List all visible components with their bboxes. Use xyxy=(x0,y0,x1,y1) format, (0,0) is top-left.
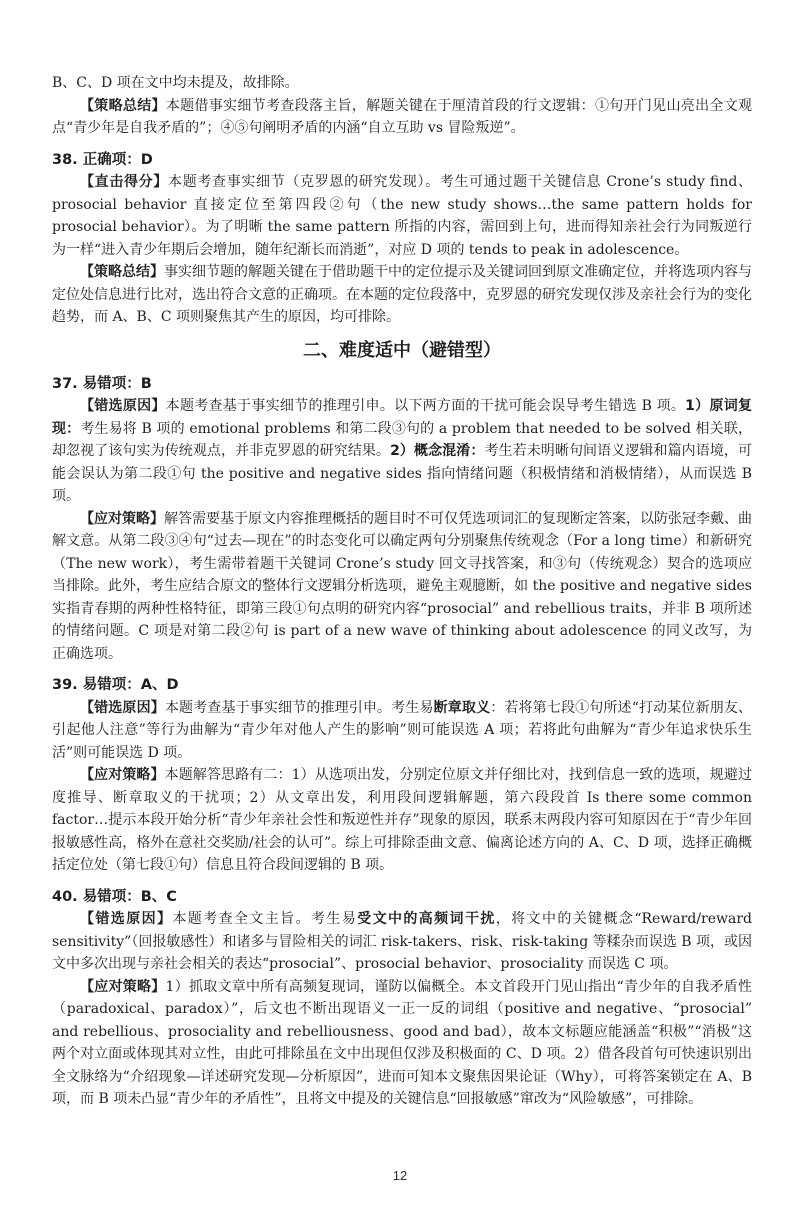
question-38-heading: 38. 正确项：D xyxy=(52,151,153,168)
section-title: 二、难度适中（避错型） xyxy=(303,339,501,361)
label-direct-score: 【直击得分】 xyxy=(80,174,169,190)
q39-strategy-text: 本题解答思路有二：1）从选项出发，分别定位原文并仔细比对，找到信息一致的选项，规避过度推导、断章取义的干扰项；2）从文章出发，利用段间逻辑解题，第六段段首 Is there some common factor…提示本段开始分析“青少年亲社会性和叛逆性并存”现象的原因，联系末两段内容可知原因在于“青少年回报敏感性高，格外在意社交奖励/社会的认可”。综上可排除歪曲文意、偏离论述方向的 A、C、D 项，选择正确概括定位处（第七段①句）信息且符合段间逻辑的 B 项。 xyxy=(52,767,753,873)
q37-strategy-text: 解答需要基于原文内容推理概括的题目时不可仅凭选项词汇的复现断定答案，以防张冠李戴、曲解文意。从第二段③④句“过去—现在”的时态变化可以确定两句分别聚焦传统观念（For a long time）和新研究（The new work），考生需带着题干关键词 Crone’s study 回文寻找答案，和③句（传统观念）契合的选项应当排除。此外，考生应结合原文的整体行文逻辑分析选项，避免主观臆断，如 the positive and negative sides 实指青春期的两种性格特征，即第三段①句点明的研究内容“prosocial” and rebellious traits，并非 B 项所述的情绪问题。C 项是对第二段②句 is part of a new wave of thinking about adolescence 的同义改写，为正确选项。 xyxy=(52,510,752,662)
q38-direct-score xyxy=(52,171,752,261)
q37-error-cause xyxy=(52,395,752,508)
q40-key-phrase: 受文中的高频词干扰 xyxy=(357,911,496,927)
paragraph-options-excluded: B、C、D 项在文中均未提及，故排除。 xyxy=(52,75,299,91)
q37-error-cause-text: 本题考查基于事实细节的推理引申。以下两方面的干扰可能会误导考生错选 B 项。 xyxy=(165,398,686,414)
q37-point-1: 1）原词复现： xyxy=(52,398,753,437)
q37-point-2-text: 考生若未明晰句间语义逻辑和篇内语境，可能会误认为第二段①句 the positive and negative sides 指向情绪问题（积极情绪和消极情绪），从而误选 B 项。 xyxy=(52,443,753,504)
label-strategy: 【应对策略】 xyxy=(80,767,165,783)
q38-strategy-summary-text: 事实细节题的解题关键在于借助题干中的定位提示及关键词回到原文准确定位，并将选项内容与定位处信息进行比对，选出符合文意的正确项。在本题的定位段落中，克罗恩的研究发现仅涉及亲社会行为的变化趋势，而 A、B、C 项则聚焦其产生的原因，均可排除。 xyxy=(52,264,752,325)
q40-strategy xyxy=(52,976,752,1111)
question-37-heading: 37. 易错项：B xyxy=(52,375,152,392)
label-error-cause: 【错选原因】 xyxy=(80,911,173,927)
label-strategy-summary: 【策略总结】 xyxy=(80,97,166,114)
q39-key-phrase: 断章取义 xyxy=(433,699,491,716)
page-number: 12 xyxy=(392,1168,408,1183)
page-content xyxy=(52,72,752,1111)
q40-strategy-text: 1）抓取文章中所有高频复现词，谨防以偏概全。本文首段开门见山指出“青少年的自我矛盾性（paradoxical、paradox）”，后文也不断出现语义一正一反的词组（positive and negative、“prosocial” and rebellious、prosociality and rebelliousness、good and bad），故本文标题应能涵盖“积极”“消极”这两个对立面或体现其对立性，由此可排除虽在文中出现但仅涉及积极面的 C、D 项。2）借各段首句可快速识别出全文脉络为“介绍现象—详述研究发现—分析原因”，进而可知本文聚焦因果论证（Why），可将答案锁定在 A、B 项，而 B 项未凸显“青少年的矛盾性”，且将文中提及的关键信息“回报敏感”窜改为“风险敏感”，可排除。 xyxy=(52,978,753,1107)
question-39-heading: 39. 易错项：A、D xyxy=(52,677,179,693)
strategy-summary-37-prev xyxy=(52,95,752,140)
label-error-cause: 【错选原因】 xyxy=(80,398,166,414)
label-strategy: 【应对策略】 xyxy=(80,510,164,527)
q39-error-cause-text-2: ：若将第七段①句所述“打动某位新朋友、引起他人注意”等行为曲解为“青少年对他人产生的影响”则可能误选 A 项；若将此句曲解为“青少年追求快乐生活”则可能误选 D 项。 xyxy=(52,699,753,761)
q38-direct-score-text: 本题考查事实细节（克罗恩的研究发现）。考生可通过题干关键信息 Crone’s study find、prosocial behavior 直接定位至第四段②句（the new study shows…the same pattern holds for prosocial behavior）。为了明晰 the same pattern 所指的内容，需回到上句，进而得知亲社会行为同叛逆行为一样“进入青少年期后会增加，随年纪渐长而消逝”，对应 D 项的 tends to peak in adolescence。 xyxy=(52,174,752,258)
q39-strategy xyxy=(52,764,752,877)
q37-point-2: 2）概念混淆： xyxy=(390,443,485,459)
q37-point-1-text: 考生易将 B 项的 emotional problems 和第二段③句的 a problem that needed to be solved 相关联，却忽视了该句实为传统观点，并非克罗恩的研究结果。 xyxy=(52,420,752,459)
q37-strategy xyxy=(52,508,752,666)
label-strategy: 【应对策略】 xyxy=(80,978,166,995)
q40-error-cause-text-2: ，将文中的关键概念“Reward/reward sensitivity”（回报敏感性）和诸多与冒险相关的词汇 risk-takers、risk、risk-taking 等糅杂而误选 B 项，或因文中多次出现与亲社会相关的表达“prosocial”、prosocial behavior、prosociality 而误选 C 项。 xyxy=(52,911,752,972)
strategy-summary-text: 本题借事实细节考查段落主旨，解题关键在于厘清首段的行文逻辑：①句开门见山亮出全文观点“青少年是自我矛盾的”；④⑤句阐明矛盾的内涵“自立互助 vs 冒险叛逆”。 xyxy=(52,97,752,136)
question-40-heading: 40. 易错项：B、C xyxy=(52,888,177,905)
q38-strategy-summary xyxy=(52,261,752,329)
q39-error-cause xyxy=(52,697,752,765)
label-strategy-summary: 【策略总结】 xyxy=(80,264,164,280)
q40-error-cause-text: 本题考查全文主旨。考生易 xyxy=(172,911,358,927)
q40-error-cause xyxy=(52,908,752,976)
q39-error-cause-text: 本题考查基于事实细节的推理引申。考生易 xyxy=(164,699,434,716)
label-error-cause: 【错选原因】 xyxy=(80,699,165,716)
